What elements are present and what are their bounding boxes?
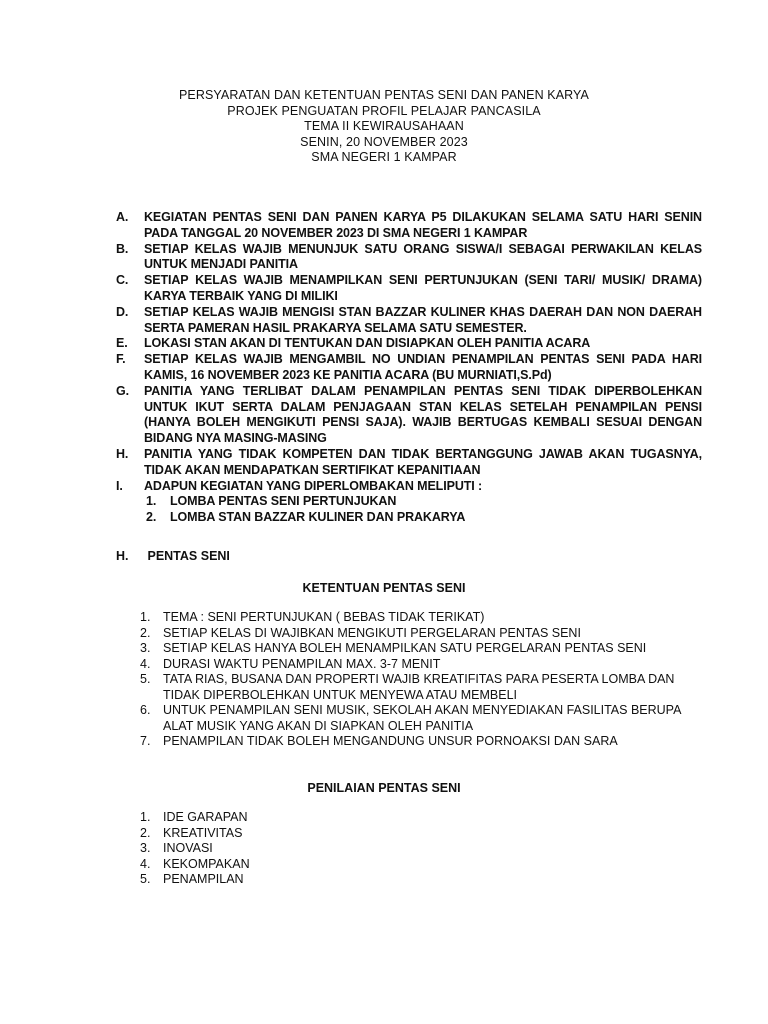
rule-text: TEMA : SENI PERTUNJUKAN ( BEBAS TIDAK TERIKAT) [163,610,485,624]
list-item-letter: F. [116,352,126,367]
list-item [116,336,702,352]
criteria-item [140,810,700,826]
penilaian-list [140,810,700,888]
section-title: PENTAS SENI [147,549,230,563]
criteria-number: 5. [140,872,151,886]
list-item-text: SETIAP KELAS WAJIB MENAMPILKAN SENI PERTUNJUKAN (SENI TARI/ MUSIK/ DRAMA) KARYA TERBAIK YANG DI MILIKI [144,273,702,303]
rule-number: 6. [140,703,151,717]
rule-text: DURASI WAKTU PENAMPILAN MAX. 3-7 MENIT [163,656,441,671]
list-item [116,352,702,384]
list-item-text: PANITIA YANG TERLIBAT DALAM PENAMPILAN PENTAS SENI TIDAK DIPERBOLEHKAN UNTUK IKUT SERTA DALAM PENJAGAAN STAN KELAS SETELAH PENAMPILAN PENSI (HANYA BOLEH MENGIKUTI PENSI SAJA). WAJIB BERTUGAS KEMBALI SESUAI DENGAN BIDANG NYA MASING-MASING [144,383,702,446]
rule-number: 7. [140,734,151,748]
rule-item [140,703,700,734]
criteria-number: 4. [140,856,151,871]
rule-text: UNTUK PENAMPILAN SENI MUSIK, SEKOLAH AKAN MENYEDIAKAN FASILITAS BERUPA ALAT MUSIK YANG AKAN DI SIAPKAN OLEH PANITIA [163,703,681,733]
section-heading [116,549,230,563]
list-item-text: KEGIATAN PENTAS SENI DAN PANEN KARYA P5 DILAKUKAN SELAMA SATU HARI SENIN PADA TANGGAL 20 NOVEMBER 2023 DI SMA NEGERI 1 KAMPAR [144,210,702,240]
header-theme: TEMA II KEWIRAUSAHAAN [304,119,464,133]
rule-item [140,641,700,657]
criteria-number: 2. [140,825,151,840]
rule-item [140,626,700,642]
list-item [116,210,702,242]
list-item-letter: G. [116,383,129,398]
competition-item [146,510,702,526]
ketentuan-list [140,610,700,750]
header-project: PROJEK PENGUATAN PROFIL PELAJAR PANCASILA [227,103,541,118]
section-letter: H. [116,549,129,563]
criteria-text: INOVASI [163,841,213,855]
list-item [116,479,702,495]
requirements-list [116,210,702,526]
list-item [116,242,702,274]
rule-number: 2. [140,625,151,640]
criteria-item [140,841,700,857]
header-date: SENIN, 20 NOVEMBER 2023 [300,134,468,149]
ketentuan-title: KETENTUAN PENTAS SENI [302,581,466,595]
list-item-letter: D. [116,304,129,319]
document-header [0,88,768,166]
rule-text: TATA RIAS, BUSANA DAN PROPERTI WAJIB KREATIFITAS PARA PESERTA LOMBA DAN TIDAK DIPERBOLEHKAN UNTUK MENYEWA ATAU MEMBELI [163,672,675,702]
list-item-text: SETIAP KELAS WAJIB MENGISI STAN BAZZAR KULINER KHAS DAERAH DAN NON DAERAH SERTA PAMERAN HASIL PRAKARYA SELAMA SATU SEMESTER. [144,304,702,335]
criteria-text: KEKOMPAKAN [163,856,250,871]
criteria-number: 3. [140,841,151,855]
rule-number: 1. [140,610,151,624]
competition-number: 1. [146,494,157,509]
list-item [116,273,702,305]
list-item-text: ADAPUN KEGIATAN YANG DIPERLOMBAKAN MELIPUTI : [144,478,483,493]
penilaian-title: PENILAIAN PENTAS SENI [307,781,461,795]
list-item-text: LOKASI STAN AKAN DI TENTUKAN DAN DISIAPKAN OLEH PANITIA ACARA [144,336,591,351]
rule-item [140,734,700,750]
rule-number: 4. [140,656,151,671]
criteria-number: 1. [140,810,151,824]
list-item-letter: H. [116,446,129,461]
rule-number: 3. [140,641,151,655]
criteria-item [140,826,700,842]
competition-text: LOMBA PENTAS SENI PERTUNJUKAN [170,494,397,509]
rule-item [140,610,700,626]
header-school: SMA NEGERI 1 KAMPAR [311,150,457,164]
list-item [116,384,702,447]
rule-text: SETIAP KELAS HANYA BOLEH MENAMPILKAN SATU PERGELARAN PENTAS SENI [163,641,647,655]
list-item-letter: A. [116,210,129,224]
list-item [116,447,702,479]
criteria-item [140,857,700,873]
list-item-text: SETIAP KELAS WAJIB MENUNJUK SATU ORANG SISWA/I SEBAGAI PERWAKILAN KELAS UNTUK MENJADI PANITIA [144,241,702,272]
competition-list [146,494,702,526]
list-item-letter: B. [116,241,129,256]
list-item-letter: C. [116,273,129,288]
competition-item [146,494,702,510]
criteria-text: PENAMPILAN [163,872,244,886]
rule-text: PENAMPILAN TIDAK BOLEH MENGANDUNG UNSUR PORNOAKSI DAN SARA [163,734,618,748]
list-item [116,305,702,337]
header-title: PERSYARATAN DAN KETENTUAN PENTAS SENI DAN PANEN KARYA [178,88,589,102]
criteria-item [140,872,700,888]
list-item-letter: I. [116,478,123,493]
list-item-text: PANITIA YANG TIDAK KOMPETEN DAN TIDAK BERTANGGUNG JAWAB AKAN TUGASNYA, TIDAK AKAN MENDAPATKAN SERTIFIKAT KEPANITIAAN [144,446,702,477]
rule-item [140,672,700,703]
rule-number: 5. [140,672,151,686]
list-item-text: SETIAP KELAS WAJIB MENGAMBIL NO UNDIAN PENAMPILAN PENTAS SENI PADA HARI KAMIS, 16 NOVEMBER 2023 KE PANITIA ACARA (BU MURNIATI,S.Pd) [144,352,702,382]
competition-text: LOMBA STAN BAZZAR KULINER DAN PRAKARYA [170,510,466,525]
rule-item [140,657,700,673]
rule-text: SETIAP KELAS DI WAJIBKAN MENGIKUTI PERGELARAN PENTAS SENI [163,625,581,640]
criteria-text: KREATIVITAS [163,825,243,840]
competition-number: 2. [146,510,157,525]
criteria-text: IDE GARAPAN [163,810,248,824]
list-item-letter: E. [116,336,128,351]
